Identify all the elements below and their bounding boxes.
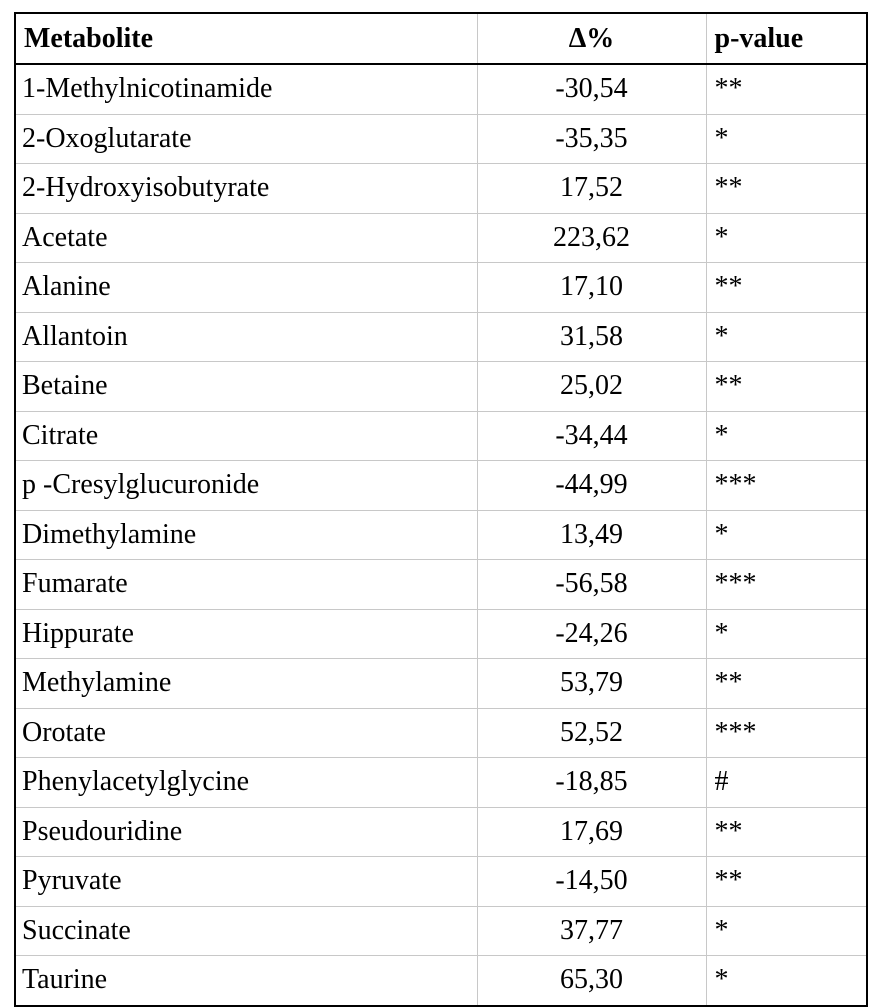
delta-percent-cell: -44,99 [477,461,706,511]
table-row [15,263,867,313]
delta-percent-cell: 31,58 [477,312,706,362]
p-value-cell: ** [706,362,867,412]
delta-percent-cell: -18,85 [477,758,706,808]
p-value-cell: * [706,114,867,164]
metabolite-cell: Pyruvate [15,857,477,907]
header-metabolite: Metabolite [15,13,477,64]
metabolite-cell: Pseudouridine [15,807,477,857]
delta-percent-cell: 17,10 [477,263,706,313]
metabolite-cell: Orotate [15,708,477,758]
table-row [15,312,867,362]
p-value-cell: ** [706,64,867,114]
table-header [15,13,867,64]
p-value-cell: *** [706,708,867,758]
table-row [15,708,867,758]
delta-percent-cell: 13,49 [477,510,706,560]
table-row [15,906,867,956]
p-value-cell: * [706,510,867,560]
metabolite-cell: Betaine [15,362,477,412]
metabolite-cell: Fumarate [15,560,477,610]
metabolite-cell: Acetate [15,213,477,263]
table-row [15,510,867,560]
table-row [15,411,867,461]
table-row [15,461,867,511]
delta-percent-cell: 53,79 [477,659,706,709]
delta-percent-cell: -56,58 [477,560,706,610]
table-row [15,857,867,907]
p-value-cell: *** [706,461,867,511]
delta-percent-cell: -24,26 [477,609,706,659]
metabolite-cell: Dimethylamine [15,510,477,560]
table-row [15,213,867,263]
delta-percent-cell: 223,62 [477,213,706,263]
table-row [15,164,867,214]
metabolite-cell: Taurine [15,956,477,1006]
table-row [15,807,867,857]
delta-percent-cell: 25,02 [477,362,706,412]
metabolite-cell: Phenylacetylglycine [15,758,477,808]
p-value-cell: # [706,758,867,808]
p-value-cell: ** [706,164,867,214]
table-row [15,609,867,659]
p-value-cell: *** [706,560,867,610]
delta-percent-cell: -35,35 [477,114,706,164]
delta-percent-cell: -14,50 [477,857,706,907]
p-value-cell: * [706,906,867,956]
table-body [15,64,867,1006]
metabolite-cell: Allantoin [15,312,477,362]
p-value-cell: ** [706,807,867,857]
p-value-cell: * [706,213,867,263]
table-row [15,362,867,412]
delta-percent-cell: 17,52 [477,164,706,214]
p-value-cell: * [706,411,867,461]
table-row [15,758,867,808]
metabolite-cell: 2-Oxoglutarate [15,114,477,164]
metabolite-cell: 2-Hydroxyisobutyrate [15,164,477,214]
metabolite-cell: 1-Methylnicotinamide [15,64,477,114]
p-value-cell: ** [706,857,867,907]
header-p-value: p-value [706,13,867,64]
delta-percent-cell: -34,44 [477,411,706,461]
header-delta-percent: Δ% [477,13,706,64]
p-value-cell: * [706,956,867,1006]
table-row [15,560,867,610]
metabolite-cell: p -Cresylglucuronide [15,461,477,511]
metabolite-cell: Succinate [15,906,477,956]
metabolite-table [14,12,868,1007]
delta-percent-cell: -30,54 [477,64,706,114]
metabolite-cell: Citrate [15,411,477,461]
table-row [15,64,867,114]
p-value-cell: * [706,312,867,362]
p-value-cell: ** [706,263,867,313]
p-value-cell: ** [706,659,867,709]
delta-percent-cell: 37,77 [477,906,706,956]
metabolite-cell: Alanine [15,263,477,313]
table-row [15,956,867,1006]
delta-percent-cell: 52,52 [477,708,706,758]
metabolite-cell: Hippurate [15,609,477,659]
delta-percent-cell: 17,69 [477,807,706,857]
header-row [15,13,867,64]
table-row [15,659,867,709]
table-row [15,114,867,164]
delta-percent-cell: 65,30 [477,956,706,1006]
p-value-cell: * [706,609,867,659]
metabolite-cell: Methylamine [15,659,477,709]
